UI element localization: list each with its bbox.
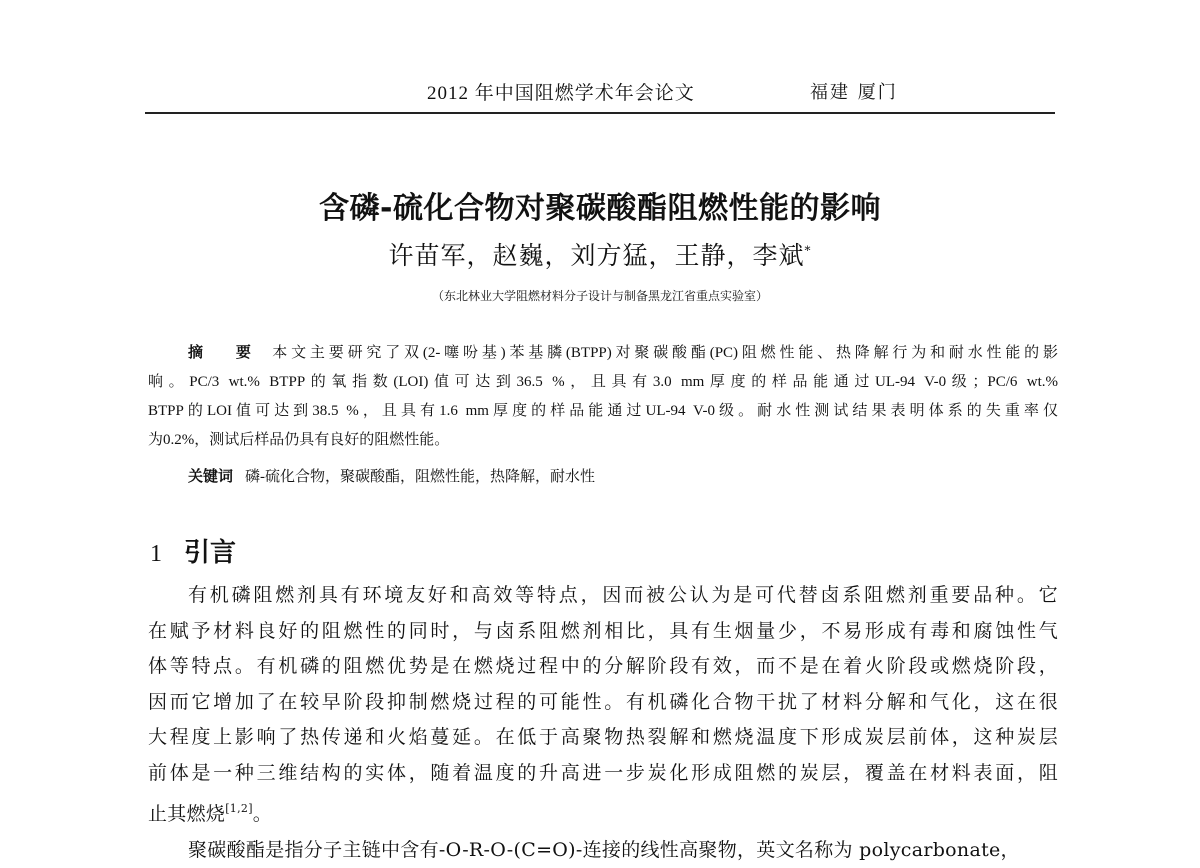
- conference-name: 2012 年中国阻燃学术年会论文: [427, 78, 695, 105]
- period: 。: [253, 803, 272, 825]
- abstract-line-2: 响。PC/3 wt.% BTPP的氧指数(LOI)值可达到36.5 %，且具有3.0 mm厚度的样品能通过UL-94 V-0级；PC/6 wt.%: [148, 368, 1058, 397]
- section-number: 1: [150, 541, 162, 567]
- abstract-label: 摘 要: [188, 343, 265, 361]
- body-line-text: 止其燃烧: [148, 803, 225, 825]
- body-line-paragraph-end: [148, 791, 1058, 833]
- body-line: 因而它增加了在较早阶段抑制燃烧过程的可能性。有机磷化合物干扰了材料分解和气化，这在很: [148, 685, 1058, 721]
- header-rule: [145, 112, 1055, 114]
- keywords: [188, 465, 595, 486]
- body-line: 体等特点。有机磷的阻燃优势是在燃烧过程中的分解阶段有效，而不是在着火阶段或燃烧阶段，: [148, 649, 1058, 685]
- conference-location: 福建 厦门: [810, 78, 898, 104]
- body-text: [148, 578, 1058, 868]
- abstract-text: 本文主要研究了双(2-噻吩基)苯基膦(BTPP)对聚碳酸酯(PC)阻燃性能、热降解行为和耐水性能的影: [272, 345, 1058, 361]
- section-heading: [150, 532, 236, 569]
- keywords-label: 关键词: [188, 467, 233, 485]
- paper-title: 含磷-硫化合物对聚碳酸酯阻燃性能的影响: [0, 183, 1200, 227]
- body-line: 有机磷阻燃剂具有环境友好和高效等特点，因而被公认为是可代替卤系阻燃剂重要品种。它: [148, 578, 1058, 614]
- authors-text: 许苗军，赵巍，刘方猛，王静，李斌: [388, 241, 804, 270]
- author-list: [0, 236, 1200, 272]
- body-line: 大程度上影响了热传递和火焰蔓延。在低于高聚物热裂解和燃烧温度下形成炭层前体，这种炭层: [148, 720, 1058, 756]
- corresponding-author-mark: *: [805, 244, 812, 258]
- body-line-paragraph2: 聚碳酸酯是指分子主链中含有-O-R-O-(C=O)-连接的线性高聚物，英文名称为 polycarbonate，: [148, 833, 1058, 868]
- body-line: 前体是一种三维结构的实体，随着温度的升高进一步炭化形成阻燃的炭层，覆盖在材料表面，阻: [148, 756, 1058, 792]
- abstract-line-1: [148, 338, 1058, 368]
- abstract-line-3: BTPP的LOI值可达到38.5 %，且具有1.6 mm厚度的样品能通过UL-94 V-0级。耐水性测试结果表明体系的失重率仅: [148, 397, 1058, 426]
- affiliation: （东北林业大学阻燃材料分子设计与制备黑龙江省重点实验室）: [0, 287, 1200, 304]
- abstract: [148, 338, 1058, 455]
- body-line: 在赋予材料良好的阻燃性的同时，与卤系阻燃剂相比，具有生烟量少，不易形成有毒和腐蚀性气: [148, 614, 1058, 650]
- keywords-text: 磷-硫化合物，聚碳酸酯，阻燃性能，热降解，耐水性: [245, 469, 595, 485]
- citation-reference: [1,2]: [225, 802, 253, 815]
- running-header: [145, 78, 1055, 104]
- abstract-line-4: 为0.2%，测试后样品仍具有良好的阻燃性能。: [148, 426, 1058, 455]
- section-title: 引言: [184, 538, 236, 568]
